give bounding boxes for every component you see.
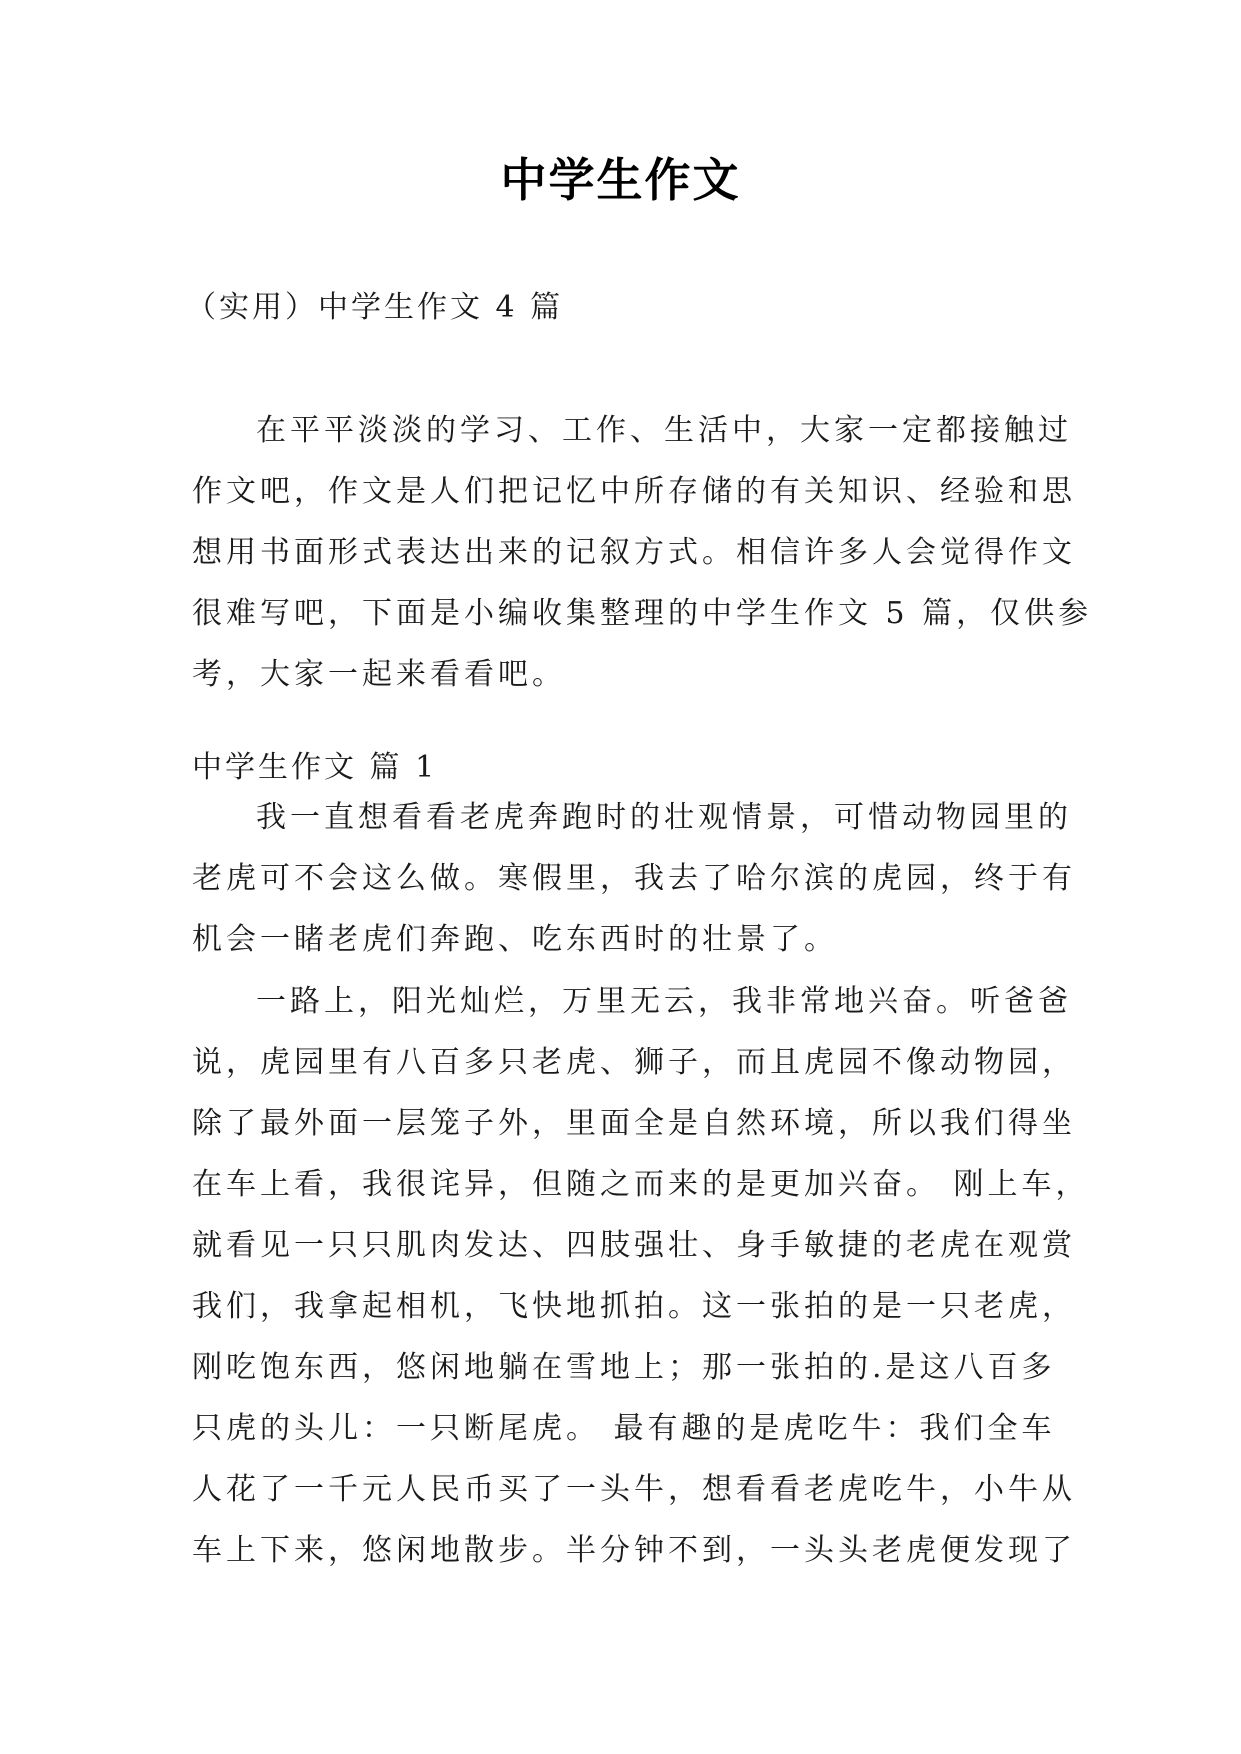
essay-paragraph-1 xyxy=(192,787,1076,970)
paragraph-line: 我一直想看看老虎奔跑时的壮观情景，可惜动物园里的 xyxy=(256,800,1072,835)
paragraph-line: 说，虎园里有八百多只老虎、狮子，而且虎园不像动物园， xyxy=(192,1045,1076,1080)
paragraph-line: 刚吃饱东西，悠闲地躺在雪地上；那一张拍的.是这八百多 xyxy=(192,1350,1056,1385)
intro-line: 想用书面形式表达出来的记叙方式。相信许多人会觉得作文 xyxy=(192,535,1076,570)
paragraph-line: 我们，我拿起相机，飞快地抓拍。这一张拍的是一只老虎， xyxy=(192,1289,1076,1324)
paragraph-line: 老虎可不会这么做。寒假里，我去了哈尔滨的虎园，终于有 xyxy=(192,861,1076,896)
paragraph-line: 人花了一千元人民币买了一头牛，想看看老虎吃牛，小牛从 xyxy=(192,1472,1076,1507)
intro-paragraph xyxy=(192,400,1093,705)
page-title: 中学生作文 xyxy=(500,153,741,207)
paragraph-line: 车上下来，悠闲地散步。半分钟不到，一头头老虎便发现了 xyxy=(192,1533,1076,1568)
paragraph-line: 在车上看，我很诧异，但随之而来的是更加兴奋。 刚上车， xyxy=(192,1167,1090,1202)
intro-line: 很难写吧，下面是小编收集整理的中学生作文 5 篇，仅供参 xyxy=(192,596,1093,631)
paragraph-line: 就看见一只只肌肉发达、四肢强壮、身手敏捷的老虎在观赏 xyxy=(192,1228,1076,1263)
document-subtitle: （实用）中学生作文 4 篇 xyxy=(186,290,564,325)
section-heading: 中学生作文 篇 1 xyxy=(192,750,438,785)
intro-line: 在平平淡淡的学习、工作、生活中，大家一定都接触过 xyxy=(256,413,1072,448)
intro-line: 作文吧，作文是人们把记忆中所存储的有关知识、经验和思 xyxy=(192,474,1076,509)
paragraph-line: 一路上，阳光灿烂，万里无云，我非常地兴奋。听爸爸 xyxy=(256,984,1072,1019)
essay-paragraph-2 xyxy=(192,971,1090,1581)
intro-line: 考，大家一起来看看吧。 xyxy=(192,657,566,692)
paragraph-line: 机会一睹老虎们奔跑、吃东西时的壮景了。 xyxy=(192,922,838,957)
paragraph-line: 只虎的头儿：一只断尾虎。 最有趣的是虎吃牛：我们全车 xyxy=(192,1411,1056,1446)
paragraph-line: 除了最外面一层笼子外，里面全是自然环境，所以我们得坐 xyxy=(192,1106,1076,1141)
